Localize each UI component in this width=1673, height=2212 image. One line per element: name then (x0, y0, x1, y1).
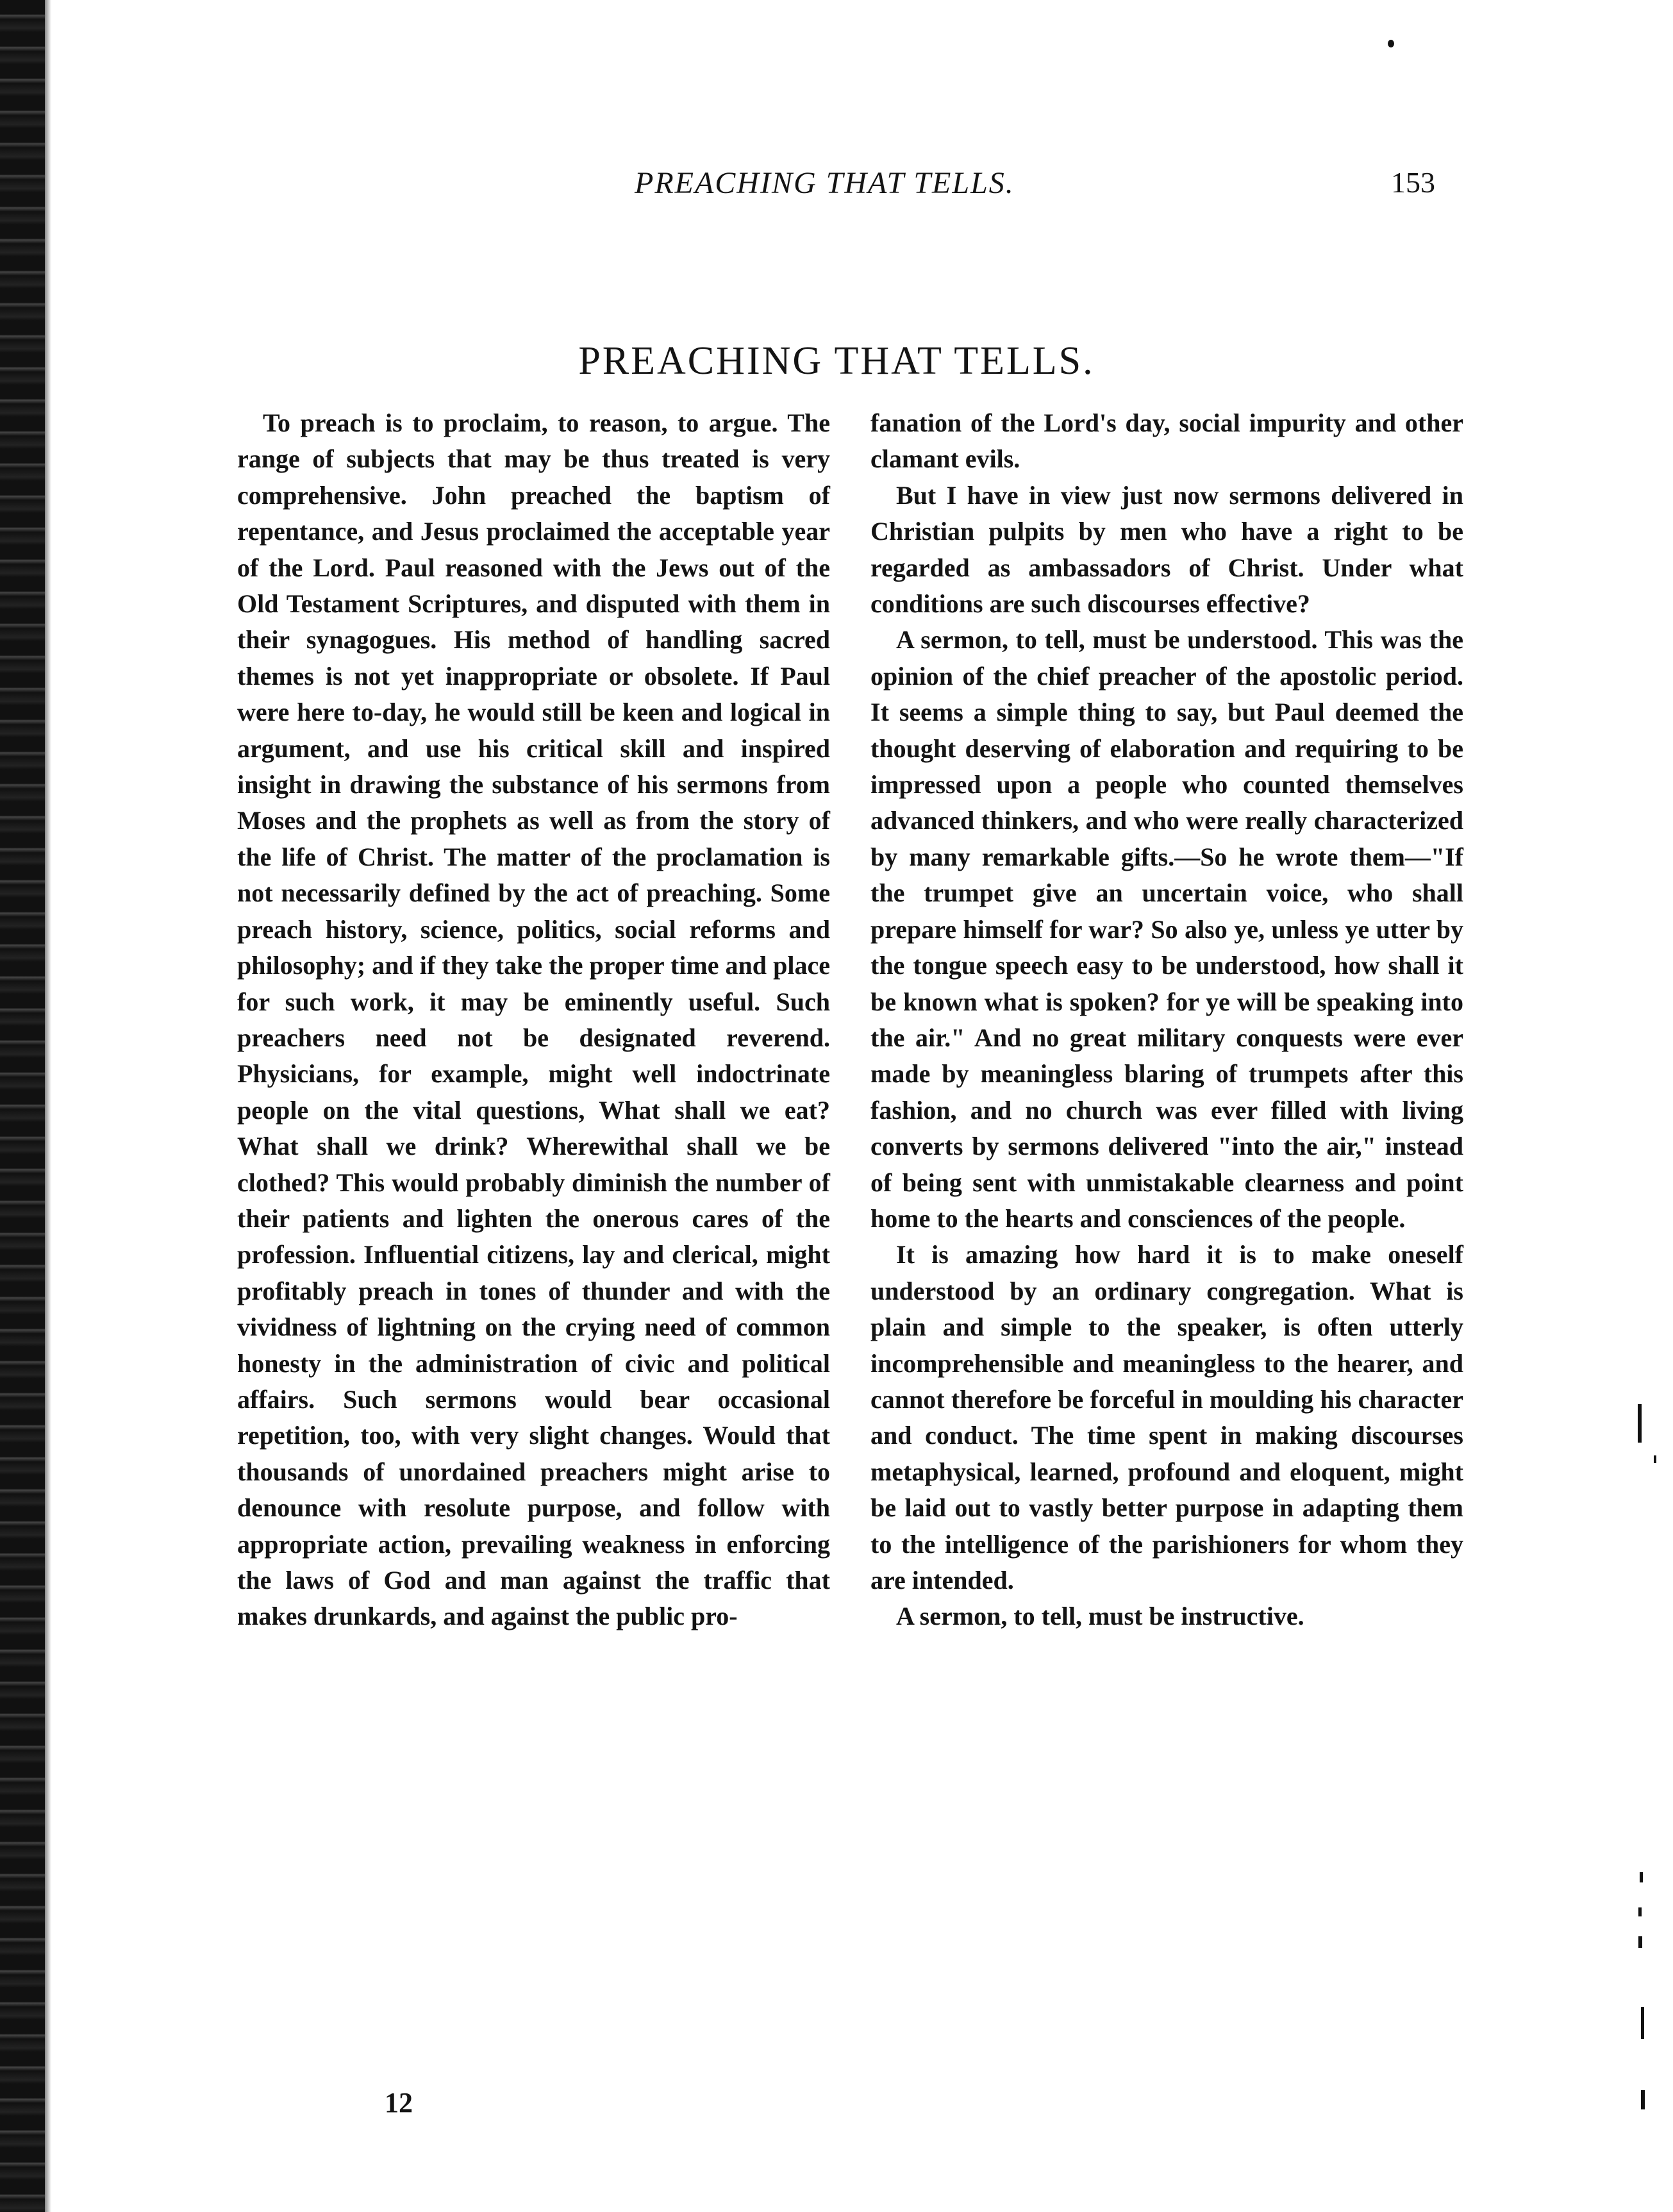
paragraph: A sermon, to tell, must be understood. This was the opinion of the chief preacher of the apostolic period. It seems a simple thing to say, but Paul deemed the thought deserving of elaboration and requiring to be impressed upon a people who counted themselves advanced thinkers, and who were really characterized by many remarkable gifts.—So he wrote them—"If the trumpet give an uncertain voice, who shall prepare himself for war? So also ye, unless ye utter by the tongue speech easy to be understood, how shall it be known what is spoken? for ye will be speaking into the air." And no great military conquests were ever made by meaningless blaring of trumpets after this fashion, and no church was ever filled with living converts by sermons delivered "into the air," instead of being sent with unmistakable clearness and point home to the hearts and consciences of the people. (870, 625, 1463, 1233)
article-title: PREACHING THAT TELLS. (578, 339, 1095, 383)
scan-speck (1388, 40, 1394, 47)
left-column (237, 405, 830, 1635)
scan-binding-edge (0, 0, 45, 2212)
scan-speck (1638, 1907, 1642, 1916)
scan-speck (1641, 2007, 1644, 2039)
paragraph-continuation: fanation of the Lord's day, social impurity and other clamant evils. (870, 408, 1463, 474)
scan-speck (1654, 1455, 1656, 1463)
paragraph: It is amazing how hard it is to make oneself understood by an ordinary congregation. What is plain and simple to the speaker, is often utterly incomprehensible and meaningless to the hearer, and cannot therefore be forceful in moulding his character and conduct. The time spent in making discourses metaphysical, learned, profound and eloquent, might be laid out to vastly better purpose in adapting them to the intelligence of the parishioners for whom they are intended. (870, 1240, 1463, 1595)
signature-mark: 12 (385, 2087, 413, 2118)
page-number: 153 (1391, 166, 1435, 199)
scan-speck (1641, 2090, 1645, 2109)
paragraph: But I have in view just now sermons delivered in Christian pulpits by men who have a right to be regarded as ambassadors of Christ. Under what conditions are such discourses effective? (870, 480, 1463, 619)
paragraph: A sermon, to tell, must be instructive. (896, 1602, 1304, 1631)
right-column (870, 405, 1463, 1635)
scan-speck (1638, 1936, 1642, 1948)
running-head: PREACHING THAT TELLS. (635, 166, 1015, 200)
scan-speck (1640, 1872, 1643, 1882)
scan-speck (1638, 1404, 1642, 1443)
paragraph: To preach is to proclaim, to reason, to argue. The range of subjects that may be thus treated is very comprehensive. John preached the baptism of repentance, and Jesus proclaimed the acceptable year of the Lord. Paul reasoned with the Jews out of the Old Testament Scriptures, and disputed with them in their synagogues. His method of handling sacred themes is not yet inappropriate or obsolete. If Paul were here to-day, he would still be keen and logical in argument, and use his critical skill and inspired insight in drawing the substance of his sermons from Moses and the prophets as well as from the story of the life of Christ. The matter of the proclamation is not necessarily defined by the act of preaching. Some preach history, science, politics, social reforms and philosophy; and if they take the proper time and place for such work, it may be eminently useful. Such preachers need not be designated reverend. Physicians, for example, might well indoctrinate people on the vital questions, What shall we eat? What shall we drink? Wherewithal shall we be clothed? This would probably diminish the number of their patients and lighten the onerous cares of the profession. Influential citizens, lay and clerical, might profitably preach in tones of thunder and with the vividness of lightning on the crying need of common honesty in the administration of civic and political affairs. Such sermons would bear occasional repetition, too, with very slight changes. Would that thousands of unordained preachers might arise to denounce with resolute purpose, and follow with appropriate action, prevailing weakness in enforcing the laws of God and man against the traffic that makes drunkards, and against the public pro- (237, 408, 830, 1631)
